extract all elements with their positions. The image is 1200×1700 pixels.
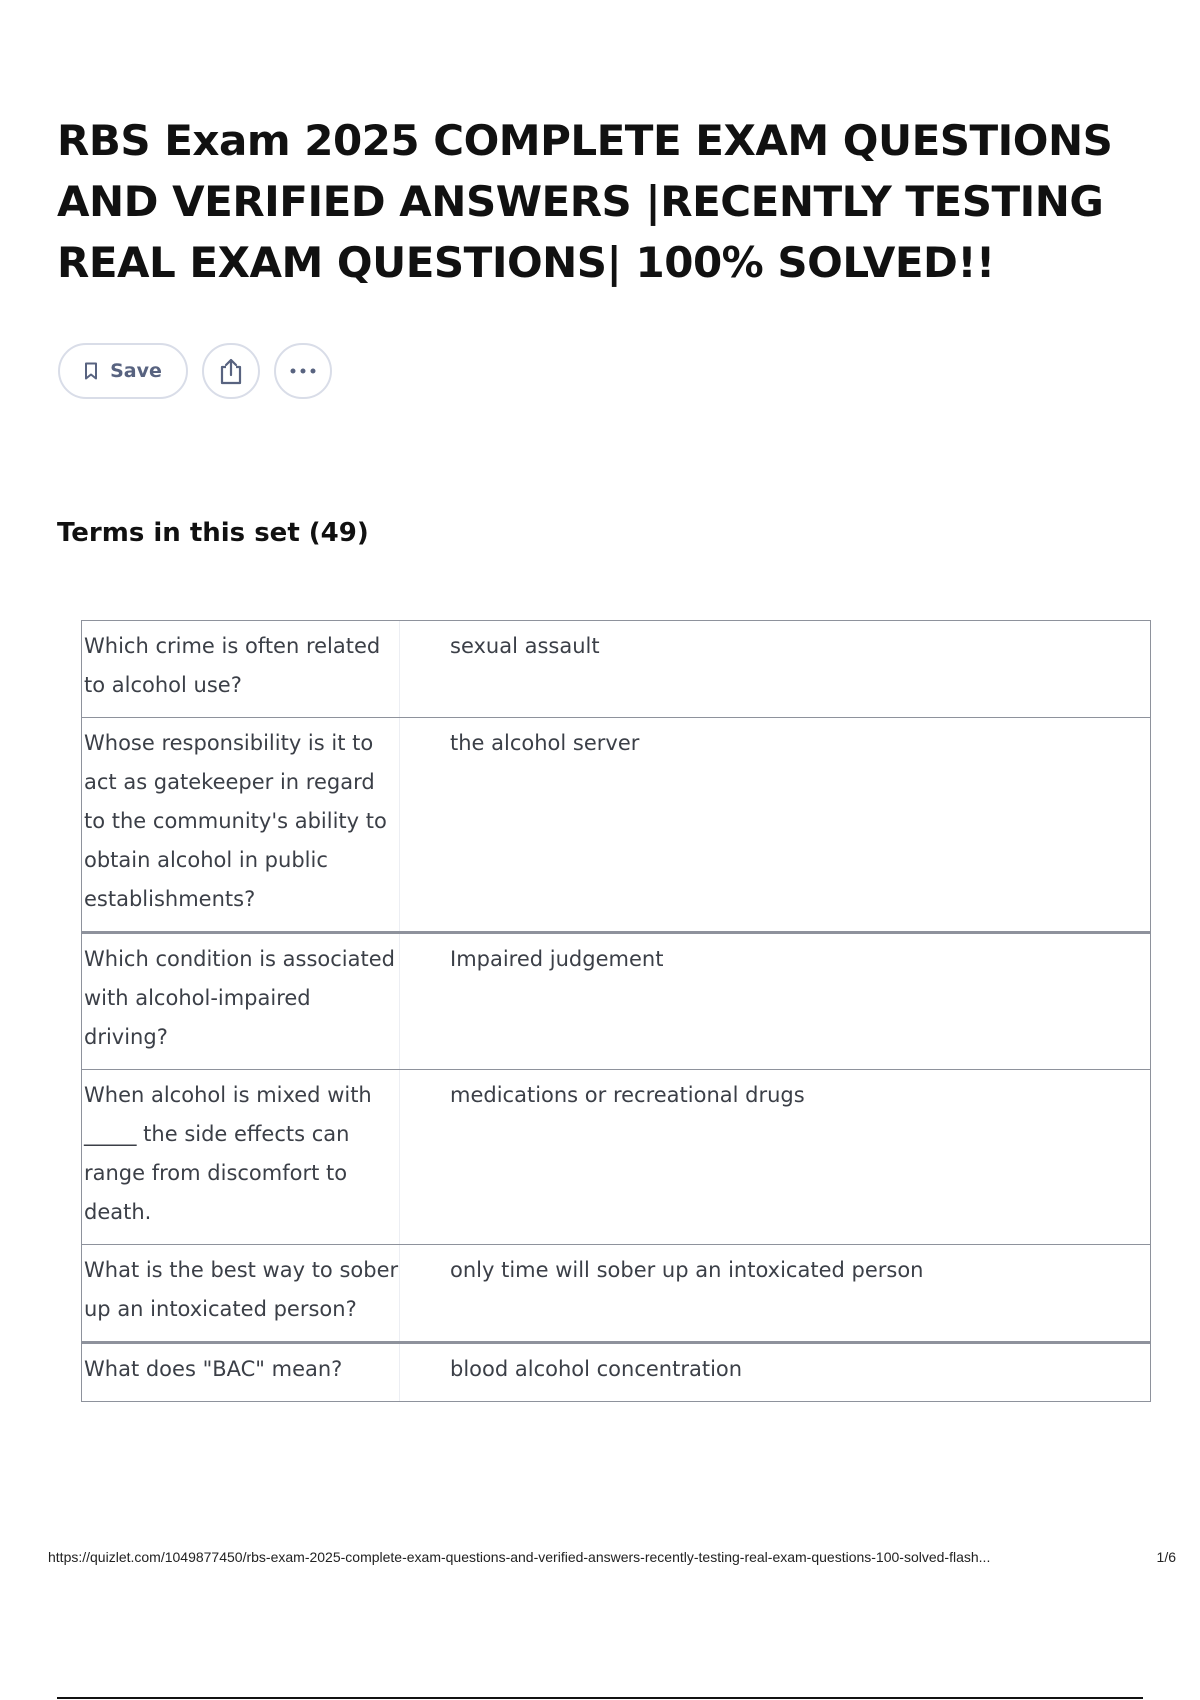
term-row [82,934,1150,1070]
term-row [82,1070,1150,1245]
page-title: RBS Exam 2025 COMPLETE EXAM QUESTIONS AND VERIFIED ANSWERS |RECENTLY TESTING REAL EXAM QUESTIONS| 100% SOLVED!! [57,116,1113,287]
more-options-button[interactable] [274,343,332,399]
term-question: Whose responsibility is it to act as gatekeeper in regard to the community's ability to obtain alcohol in public establishments? [82,718,400,931]
term-answer: Impaired judgement [450,947,664,971]
term-row [82,718,1150,934]
term-answer: blood alcohol concentration [450,1357,743,1381]
save-button[interactable] [58,343,188,399]
bookmark-icon [84,362,98,380]
term-question: What is the best way to sober up an intoxicated person? [82,1245,400,1341]
term-answer: sexual assault [450,634,600,658]
terms-heading: Terms in this set (49) [57,518,369,548]
more-options-icon [290,368,316,374]
share-icon [218,357,244,385]
page-divider [57,1697,1143,1699]
term-answer: the alcohol server [450,731,640,755]
term-row [82,1245,1150,1344]
share-button[interactable] [202,343,260,399]
term-question: What does "BAC" mean? [82,1344,400,1401]
action-bar [58,343,332,399]
save-label: Save [110,360,162,382]
print-url: https://quizlet.com/1049877450/rbs-exam-2025-complete-exam-questions-and-verified-answers-recently-testing-real-exam-questions-100-solved-flash... [48,1549,991,1565]
term-question: When alcohol is mixed with _____ the side effects can range from discomfort to death. [82,1070,400,1244]
page-number: 1/6 [1156,1549,1176,1565]
terms-list [81,620,1151,1402]
term-answer: only time will sober up an intoxicated person [450,1258,924,1282]
term-question: Which condition is associated with alcohol-impaired driving? [82,934,400,1069]
term-question: Which crime is often related to alcohol use? [82,621,400,717]
term-answer: medications or recreational drugs [450,1083,805,1107]
term-row [82,1344,1150,1401]
term-row [82,621,1150,718]
